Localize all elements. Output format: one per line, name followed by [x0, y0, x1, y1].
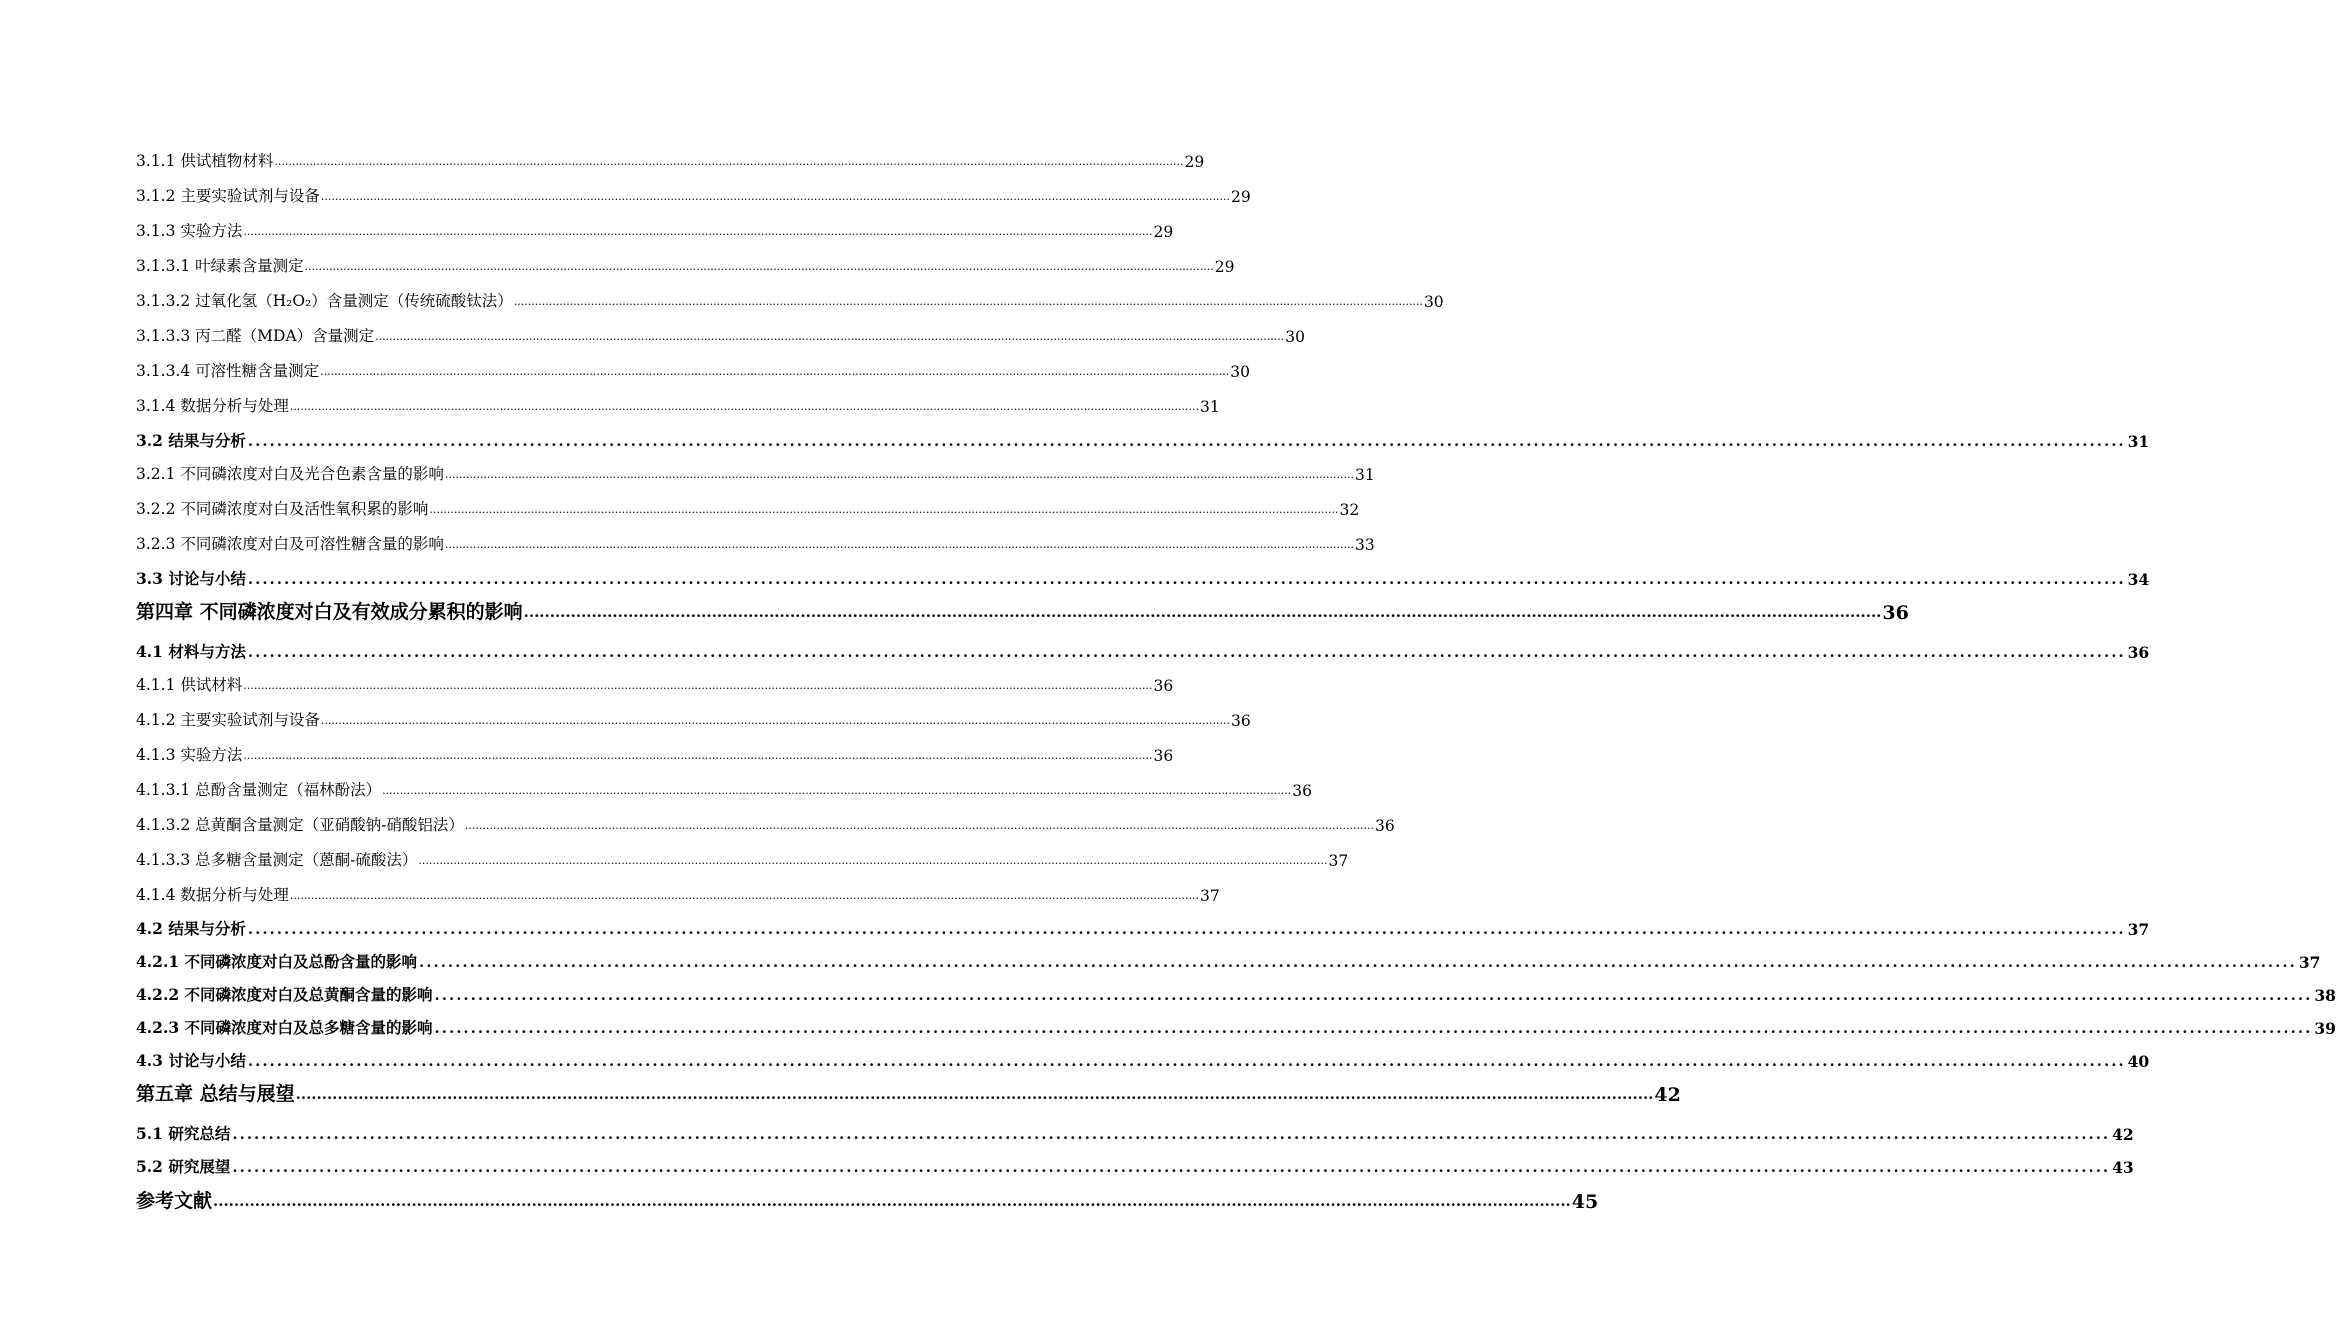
dot-leader: ....................................................................................................................................................................................................................................................................: [444, 538, 1354, 551]
toc-page-number: 34: [2127, 570, 2150, 589]
toc-entry[interactable]: [136, 673, 1174, 695]
toc-entry-title: 3.2 结果与分析: [136, 431, 246, 450]
toc-entry[interactable]: [136, 708, 1251, 730]
dot-leader: ....................................................................................................................................................................................................................................................................: [247, 432, 2126, 450]
toc-entry[interactable]: [136, 462, 1375, 484]
toc-entry[interactable]: [136, 883, 1220, 905]
dot-leader: ....................................................................................................................................................................................................................................................................: [419, 953, 2297, 971]
toc-entry[interactable]: [136, 149, 1205, 171]
toc-page-number: 39: [2314, 1019, 2336, 1038]
dot-leader: ....................................................................................................................................................................................................................................................................: [304, 260, 1214, 273]
toc-section-entry[interactable]: [136, 429, 2150, 451]
toc-entry[interactable]: [136, 324, 1306, 346]
toc-entry-title: 4.1 材料与方法: [136, 642, 246, 661]
toc-chapter-entry[interactable]: [136, 598, 1909, 624]
toc-page-number: 30: [1285, 328, 1306, 346]
toc-section-entry[interactable]: [136, 1155, 2134, 1177]
toc-page-number: 37: [2298, 953, 2321, 972]
toc-entry-title: 4.1.2 主要实验试剂与设备: [136, 711, 320, 729]
dot-leader: ....................................................................................................................................................................................................................................................................: [232, 1125, 2111, 1143]
toc-entry-title: 5.2 研究展望: [136, 1157, 231, 1176]
toc-entry-title: 3.1.3 实验方法: [136, 222, 243, 240]
dot-leader: ....................................................................................................................................................................................................................................................................: [274, 155, 1184, 168]
toc-entry[interactable]: [136, 359, 1251, 381]
dot-leader: ....................................................................................................................................................................................................................................................................: [418, 854, 1328, 867]
toc-entry-title: 3.1.3.4 可溶性糖含量测定: [136, 362, 320, 380]
toc-entry-title: 3.1.3.1 叶绿素含量测定: [136, 257, 304, 275]
toc-page-number: 32: [1339, 501, 1360, 519]
toc-page-number: 38: [2314, 986, 2336, 1005]
toc-page-number: 45: [1571, 1191, 1599, 1213]
toc-entry-title: 4.1.4 数据分析与处理: [136, 886, 289, 904]
dot-leader: ....................................................................................................................................................................................................................................................................: [320, 190, 1230, 203]
dot-leader: ....................................................................................................................................................................................................................................................................: [513, 295, 1423, 308]
toc-section-entry[interactable]: [136, 983, 2336, 1005]
toc-section-entry[interactable]: [136, 640, 2150, 662]
toc-entry[interactable]: [136, 497, 1360, 519]
dot-leader: ....................................................................................................................................................................................................................................................................: [464, 819, 1375, 832]
dot-leader: ....................................................................................................................................................................................................................................................................: [382, 784, 1292, 797]
toc-page-number: 29: [1231, 188, 1251, 206]
dot-leader: ....................................................................................................................................................................................................................................................................: [243, 225, 1153, 238]
toc-page-number: 42: [2112, 1125, 2134, 1144]
toc-entry[interactable]: [136, 532, 1375, 554]
dot-leader: ....................................................................................................................................................................................................................................................................: [289, 400, 1199, 413]
toc-chapter-entry[interactable]: [136, 1080, 1681, 1106]
toc-page-number: 42: [1654, 1084, 1681, 1106]
toc-page-number: 36: [1882, 602, 1909, 624]
dot-leader: ....................................................................................................................................................................................................................................................................: [232, 1158, 2111, 1176]
toc-entry[interactable]: [136, 743, 1174, 765]
dot-leader: ....................................................................................................................................................................................................................................................................: [295, 1085, 1654, 1103]
toc-page-number: 36: [1153, 747, 1174, 765]
toc-section-entry[interactable]: [136, 917, 2150, 939]
dot-leader: ....................................................................................................................................................................................................................................................................: [243, 749, 1153, 762]
toc-entry-title: 4.1.3.2 总黄酮含量测定（亚硝酸钠-硝酸铝法）: [136, 816, 464, 834]
toc-entry-title: 3.1.3.2 过氧化氢（H₂O₂）含量测定（传统硫酸钛法）: [136, 292, 513, 310]
dot-leader: ....................................................................................................................................................................................................................................................................: [375, 330, 1285, 343]
toc-page-number: 31: [1200, 398, 1220, 416]
toc-entry-title: 3.1.3.3 丙二醛（MDA）含量测定: [136, 327, 375, 345]
toc-entry-title: 3.2.1 不同磷浓度对白及光合色素含量的影响: [136, 465, 444, 483]
toc-entry-title: 5.1 研究总结: [136, 1124, 231, 1143]
toc-entry-title: 4.2.2 不同磷浓度对白及总黄酮含量的影响: [136, 985, 433, 1004]
toc-page-number: 31: [2127, 432, 2150, 451]
toc-entry-title: 4.3 讨论与小结: [136, 1051, 246, 1070]
toc-entry[interactable]: [136, 778, 1313, 800]
dot-leader: ....................................................................................................................................................................................................................................................................: [247, 1052, 2126, 1070]
toc-section-entry[interactable]: [136, 1016, 2336, 1038]
toc-page-number: 36: [1153, 677, 1174, 695]
toc-section-entry[interactable]: [136, 1122, 2134, 1144]
toc-entry-title: 3.1.4 数据分析与处理: [136, 397, 289, 415]
toc-entry-title: 3.2.2 不同磷浓度对白及活性氧积累的影响: [136, 500, 429, 518]
toc-entry-title: 4.1.1 供试材料: [136, 676, 243, 694]
toc-entry-title: 4.1.3.1 总酚含量测定（福林酚法）: [136, 781, 382, 799]
dot-leader: ....................................................................................................................................................................................................................................................................: [213, 1192, 1571, 1210]
toc-page-number: 43: [2112, 1158, 2134, 1177]
toc-page-number: 30: [1423, 293, 1444, 311]
dot-leader: ....................................................................................................................................................................................................................................................................: [444, 468, 1354, 481]
dot-leader: ....................................................................................................................................................................................................................................................................: [320, 714, 1230, 727]
dot-leader: ....................................................................................................................................................................................................................................................................: [523, 603, 1882, 621]
dot-leader: ....................................................................................................................................................................................................................................................................: [247, 570, 2126, 588]
dot-leader: ....................................................................................................................................................................................................................................................................: [247, 920, 2126, 938]
toc-entry-title: 4.1.3 实验方法: [136, 746, 243, 764]
toc-entry-title: 4.1.3.3 总多糖含量测定（蒽酮-硫酸法）: [136, 851, 418, 869]
toc-entry[interactable]: [136, 219, 1174, 241]
toc-page-number: 36: [1292, 782, 1313, 800]
toc-entry[interactable]: [136, 254, 1235, 276]
toc-page-number: 36: [1231, 712, 1251, 730]
toc-section-entry[interactable]: [136, 950, 2321, 972]
toc-entry-title: 4.2 结果与分析: [136, 919, 246, 938]
toc-page-number: 31: [1355, 466, 1375, 484]
toc-entry-title: 4.2.3 不同磷浓度对白及总多糖含量的影响: [136, 1018, 433, 1037]
dot-leader: ....................................................................................................................................................................................................................................................................: [243, 679, 1153, 692]
toc-section-entry[interactable]: [136, 567, 2150, 589]
dot-leader: ....................................................................................................................................................................................................................................................................: [429, 503, 1339, 516]
toc-entry-title: 3.1.2 主要实验试剂与设备: [136, 187, 320, 205]
toc-page-number: 37: [2127, 920, 2150, 939]
toc-entry-title: 3.1.1 供试植物材料: [136, 152, 274, 170]
dot-leader: ....................................................................................................................................................................................................................................................................: [247, 643, 2126, 661]
toc-entry[interactable]: [136, 184, 1251, 206]
dot-leader: ....................................................................................................................................................................................................................................................................: [434, 1019, 2313, 1037]
toc-entry-title: 参考文献: [136, 1190, 213, 1212]
toc-entry-title: 4.2.1 不同磷浓度对白及总酚含量的影响: [136, 952, 418, 971]
toc-page-number: 33: [1355, 536, 1375, 554]
toc-page-number: 29: [1184, 153, 1205, 171]
toc-section-entry[interactable]: [136, 1049, 2150, 1071]
toc-entry-title: 第五章 总结与展望: [136, 1083, 295, 1105]
toc-page-number: 30: [1230, 363, 1251, 381]
toc-entry[interactable]: [136, 813, 1395, 835]
toc-entry[interactable]: [136, 848, 1349, 870]
toc-page-number: 36: [1375, 817, 1395, 835]
toc-page-number: 37: [1328, 852, 1349, 870]
dot-leader: ....................................................................................................................................................................................................................................................................: [289, 889, 1199, 902]
toc-entry[interactable]: [136, 394, 1220, 416]
toc-entry-title: 3.2.3 不同磷浓度对白及可溶性糖含量的影响: [136, 535, 444, 553]
toc-page-number: 29: [1214, 258, 1235, 276]
toc-entry-title: 第四章 不同磷浓度对白及有效成分累积的影响: [136, 601, 523, 623]
dot-leader: ....................................................................................................................................................................................................................................................................: [434, 986, 2313, 1004]
toc-entry[interactable]: [136, 289, 1444, 311]
toc-entry-title: 3.3 讨论与小结: [136, 569, 246, 588]
toc-page-number: 37: [1200, 887, 1220, 905]
toc-page-number: 36: [2127, 643, 2150, 662]
dot-leader: ....................................................................................................................................................................................................................................................................: [320, 365, 1230, 378]
toc-page-number: 40: [2127, 1052, 2150, 1071]
toc-chapter-entry[interactable]: [136, 1187, 1599, 1213]
toc-page-number: 29: [1153, 223, 1174, 241]
